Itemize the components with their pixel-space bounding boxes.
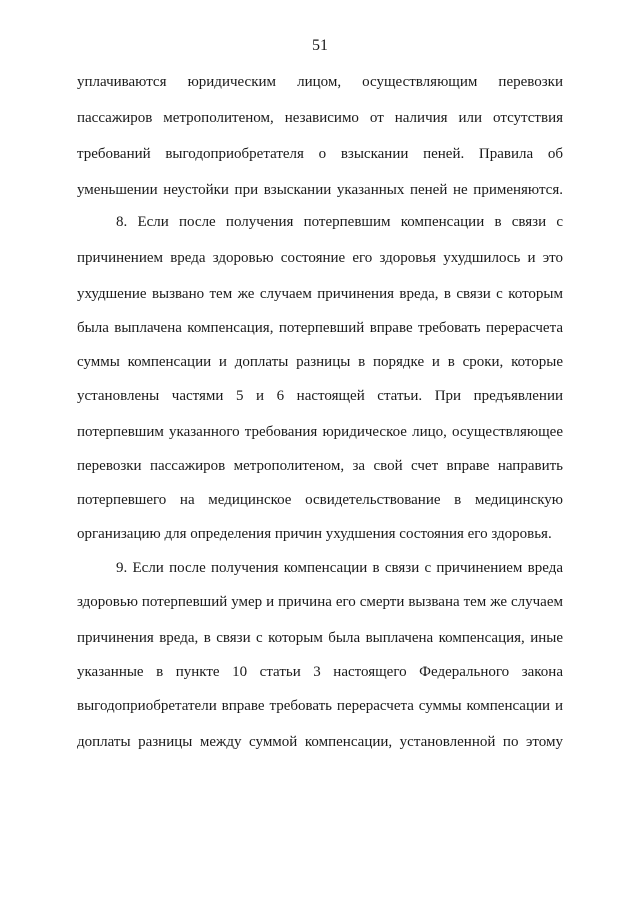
text-line: потерпевшего на медицинское освидетельствование в медицинскую: [77, 492, 563, 508]
paragraph-9-start: 9. Если после получения компенсации в связи с причинением вреда: [116, 560, 563, 576]
text-line: уменьшении неустойки при взыскании указанных пеней не применяются.: [77, 182, 563, 198]
paragraph-8-start: 8. Если после получения потерпевшим компенсации в связи с: [116, 214, 563, 230]
text-line: причинения вреда, в связи с которым была выплачена компенсация, иные: [77, 630, 563, 646]
text-line: перевозки пассажиров метрополитеном, за свой счет вправе направить: [77, 458, 563, 474]
text-line: потерпевшим указанного требования юридическое лицо, осуществляющее: [77, 424, 563, 440]
text-line: причинением вреда здоровью состояние его здоровья ухудшилось и это: [77, 250, 563, 266]
text-line: ухудшение вызвано тем же случаем причинения вреда, в связи с которым: [77, 286, 563, 302]
text-line: была выплачена компенсация, потерпевший вправе требовать перерасчета: [77, 320, 563, 336]
text-line: указанные в пункте 10 статьи 3 настоящего Федерального закона: [77, 664, 563, 680]
text-line: пассажиров метрополитеном, независимо от наличия или отсутствия: [77, 110, 563, 126]
page-number: 51: [312, 37, 328, 54]
text-line: установлены частями 5 и 6 настоящей статьи. При предъявлении: [77, 388, 563, 404]
text-line: уплачиваются юридическим лицом, осуществляющим перевозки: [77, 74, 563, 90]
text-line: требований выгодоприобретателя о взыскании пеней. Правила об: [77, 146, 563, 162]
text-line: доплаты разницы между суммой компенсации, установленной по этому: [77, 734, 563, 750]
text-line: здоровью потерпевший умер и причина его смерти вызвана тем же случаем: [77, 594, 563, 610]
text-line: выгодоприобретатели вправе требовать перерасчета суммы компенсации и: [77, 698, 563, 714]
text-line: суммы компенсации и доплаты разницы в порядке и в сроки, которые: [77, 354, 563, 370]
text-line: организацию для определения причин ухудшения состояния его здоровья.: [77, 526, 552, 542]
